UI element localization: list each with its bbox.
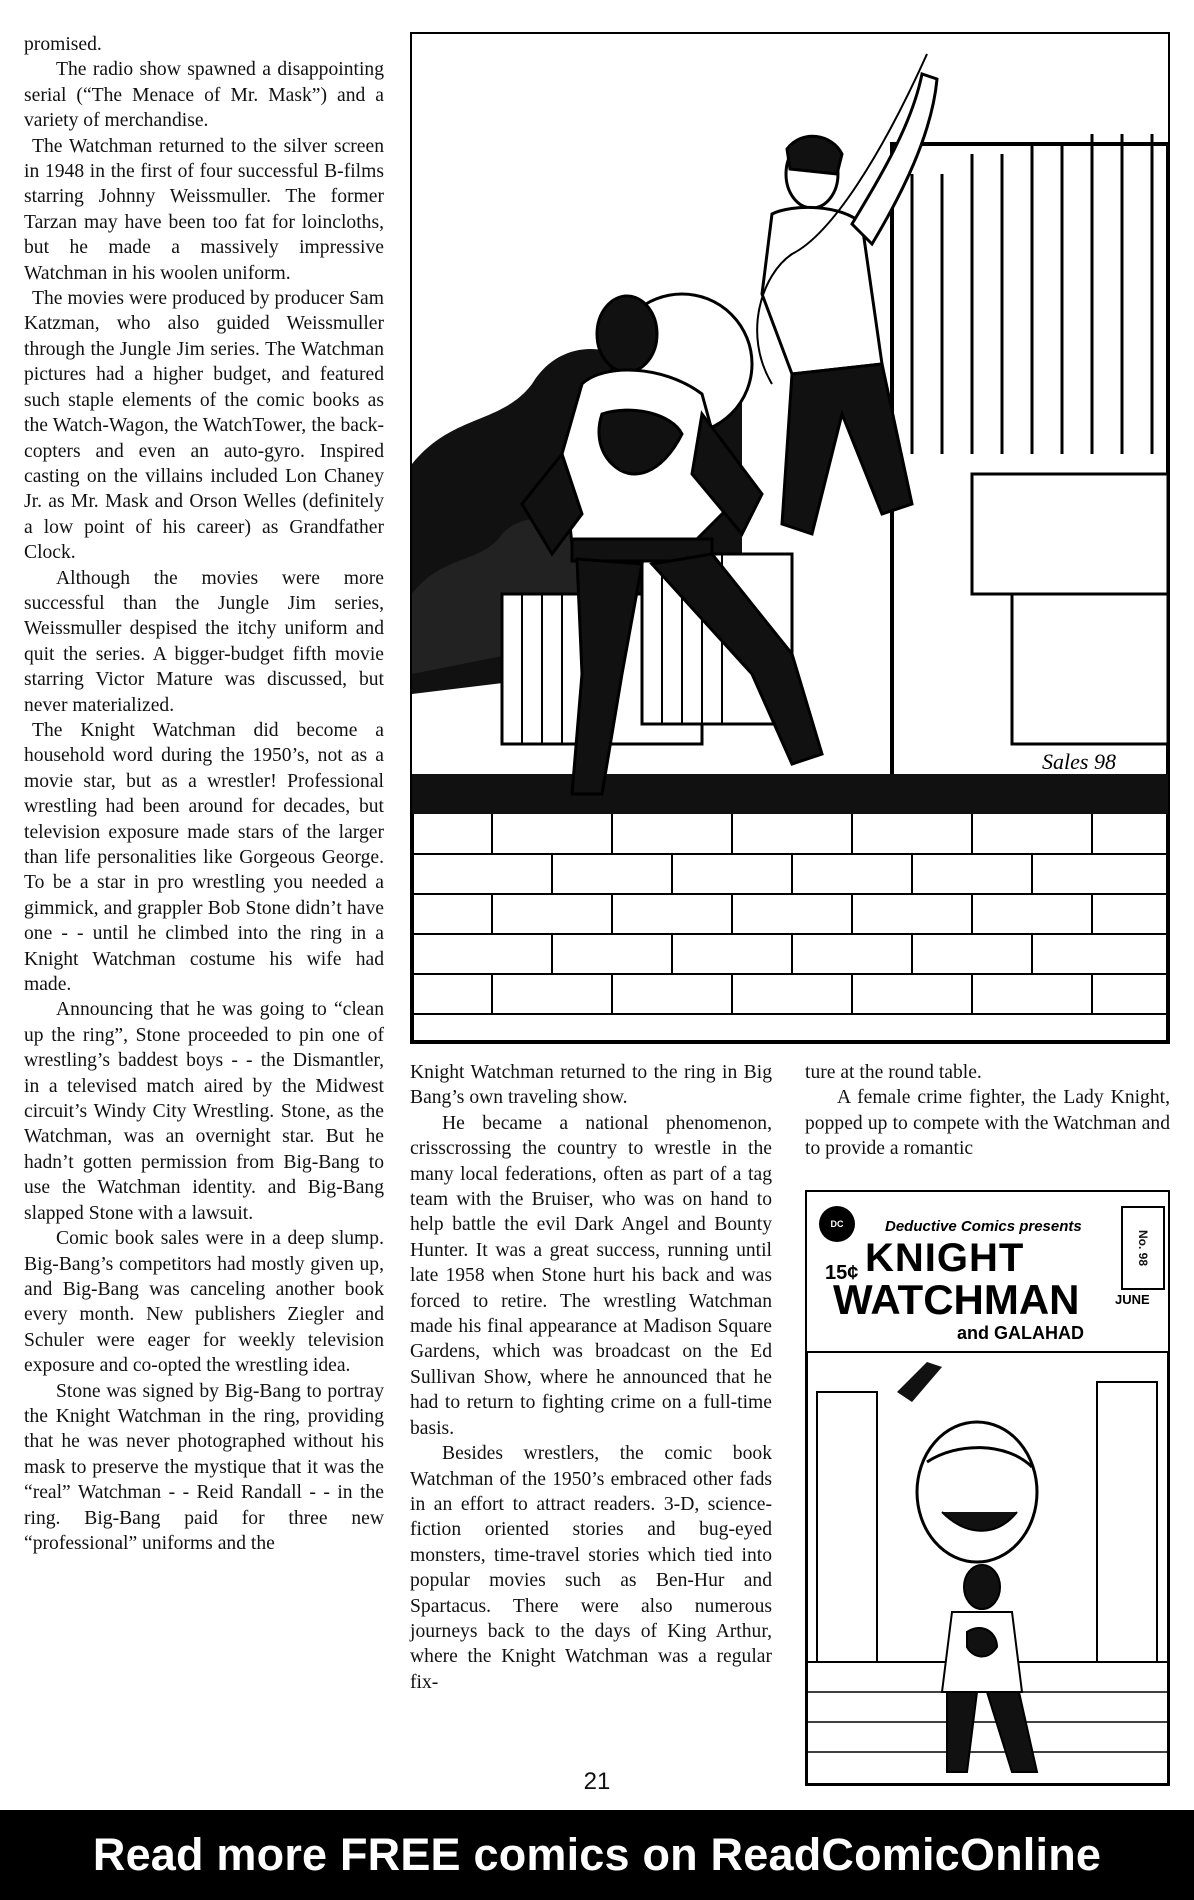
paragraph: Stone was signed by Big-Bang to portray the Knight Watchman in the ring, providing that he was never photographed without his mask to preserve the mystique that it was the “real” Watchman - - Reid Randall - - in the ring. Big-Bang paid for three new “professional” uniforms and the <box>24 1380 384 1554</box>
paragraph: Announcing that he was going to “clean up the ring”, Stone proceeded to pin one of wrestling’s baddest boys - - the Dismantler, in a televised match aired by the Midwest circuit’s Windy City Wrestling. Stone, as the Watchman, was an overnight star. But he hadn’t gotten permission from Big-Bang to use the Watchman identity. and Big-Bang slapped Stone with a lawsuit. <box>24 999 384 1224</box>
watchman-illustration <box>410 32 1170 1044</box>
article-column-3 <box>805 1060 1170 1162</box>
promo-banner[interactable] <box>0 1810 1194 1900</box>
paragraph: promised. <box>24 34 102 55</box>
article-column-2 <box>410 1060 772 1695</box>
article-column-1 <box>24 32 384 1556</box>
comic-cover-image <box>805 1190 1170 1786</box>
cover-issue-box: No. 98 <box>1121 1206 1165 1290</box>
paragraph: He became a national phenomenon, crisscrossing the country to wrestle in the many local federations, often as part of a tag team with the Bruiser, who was on hand to help battle the evil Dark Angel and Bounty Hunter. It was a great success, running until late 1958 when Stone hurt his back and was forced to retire. The wrestling Watchman made his final appearance at Madison Square Gardens, which was broadcast on the Ed Sullivan Show, where he announced that he had to return to fighting crime on a full-time basis. <box>410 1112 772 1439</box>
cover-subtitle: and GALAHAD <box>957 1323 1084 1343</box>
paragraph: Knight Watchman returned to the ring in Big Bang’s own traveling show. <box>410 1062 772 1109</box>
publisher-badge: DC <box>819 1206 855 1242</box>
cover-title-line-2: WATCHMAN <box>833 1276 1080 1323</box>
promo-banner-text: Read more FREE comics on ReadComicOnline <box>92 1829 1102 1880</box>
artist-signature: Sales 98 <box>1042 749 1116 774</box>
cover-publisher-line: Deductive Comics presents <box>885 1218 1082 1235</box>
paragraph: A female crime fighter, the Lady Knight, popped up to compete with the Watchman and to provide a romantic <box>805 1087 1170 1160</box>
paragraph: The Watchman returned to the silver screen in 1948 in the first of four successful B-films starring Johnny Weissmuller. The former Tarzan may have been too fat for loincloths, but he made a massively impressive Watchman in his woolen uniform. <box>24 135 384 284</box>
cover-title-line-1: KNIGHT <box>865 1236 1025 1280</box>
paragraph: ture at the round table. <box>805 1062 982 1083</box>
page-number: 21 <box>583 1768 611 1795</box>
paragraph: Besides wrestlers, the comic book Watchman of the 1950’s embraced other fads in an effort to attract readers. 3-D, science-fiction oriented stories and bug-eyed monsters, time-travel stories which tied into popular movies such as Ben-Hur and Spartacus. There were also numerous journeys back to the days of King Arthur, where the Knight Watchman was a regular fix- <box>410 1443 772 1693</box>
cover-price: 15¢ <box>825 1262 859 1284</box>
cover-month: JUNE <box>1115 1292 1150 1307</box>
paragraph: The radio show spawned a disappointing serial (“The Menace of Mr. Mask”) and a variety of merchandise. <box>24 59 384 132</box>
paragraph: Although the movies were more successful than the Jungle Jim series, Weissmuller despised the itchy uniform and quit the series. A bigger-budget fifth movie starring Victor Mature was discussed, but never materialized. <box>24 567 384 716</box>
paragraph: The Knight Watchman did become a household word during the 1950’s, not as a movie star, but as a wrestler! Professional wrestling had been around for decades, but television exposure made stars of the larger than life personalities like Gorgeous George. To be a star in pro wrestling you needed a gimmick, and grappler Bob Stone didn’t have one - - until he climbed into the ring in a Knight Watchman costume his wife had made. <box>24 719 384 996</box>
paragraph: Comic book sales were in a deep slump. Big-Bang’s competitors had mostly given up, and Big-Bang was canceling another book every month. New publishers Ziegler and Schuler were eager for weekly television exposure and co-opted the wrestling idea. <box>24 1228 384 1377</box>
paragraph: The movies were produced by producer Sam Katzman, who also guided Weissmuller through the Jungle Jim series. The Watchman pictures had a higher budget, and featured such staple elements of the comic books as the Watch-Wagon, the WatchTower, the back-copters and even an auto-gyro. Inspired casting on the villains included Lon Chaney Jr. as Mr. Mask and Orson Welles (definitely a low point of his career) as Grandfather Clock. <box>24 288 384 564</box>
